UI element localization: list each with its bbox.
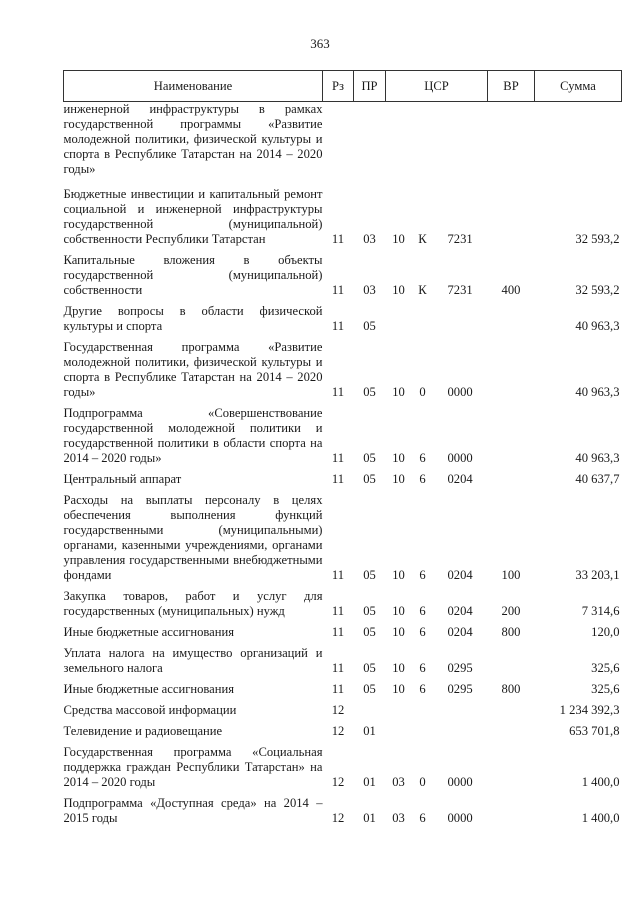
row-name bbox=[64, 724, 323, 745]
row-csr bbox=[386, 472, 488, 493]
row-csr-part-4: 0204 bbox=[447, 472, 473, 486]
row-rz: 11 bbox=[331, 385, 345, 399]
row-pr: 05 bbox=[363, 604, 376, 618]
row-sum: 40 963,3 bbox=[575, 319, 620, 333]
row-pr: 05 bbox=[363, 661, 376, 675]
row-sum: 32 593,2 bbox=[575, 283, 620, 297]
row-sum: 1 400,0 bbox=[581, 811, 620, 825]
row-sum: 325,6 bbox=[591, 661, 620, 675]
row-rz: 12 bbox=[331, 724, 345, 738]
row-csr-part-1: 10 bbox=[392, 472, 405, 486]
row-csr-part-2: 0 bbox=[419, 775, 426, 789]
row-sum: 40 963,3 bbox=[575, 451, 620, 465]
row-pr: 05 bbox=[363, 625, 376, 639]
row-csr-part-4: 0204 bbox=[447, 604, 473, 618]
row-pr: 05 bbox=[363, 451, 376, 465]
row-name-text: Центральный аппарат bbox=[63, 472, 182, 486]
row-csr bbox=[386, 682, 488, 703]
row-csr-part-4: 7231 bbox=[447, 232, 473, 246]
table-row bbox=[64, 406, 622, 472]
row-sum: 7 314,6 bbox=[581, 604, 620, 618]
row-sum: 1 400,0 bbox=[581, 775, 620, 789]
row-name-text: Подпрограмма «Доступная среда» на 2014 – 2015 годы bbox=[63, 796, 323, 825]
row-sum bbox=[535, 102, 622, 188]
row-rz: 11 bbox=[331, 568, 345, 582]
row-csr bbox=[386, 703, 488, 724]
header-vr: ВР bbox=[488, 71, 535, 102]
row-vr: 400 bbox=[501, 283, 521, 297]
row-vr: 800 bbox=[501, 625, 521, 639]
row-name bbox=[64, 589, 323, 625]
table-row bbox=[64, 646, 622, 682]
header-rz: Рз bbox=[323, 71, 354, 102]
row-csr-part-4: 0000 bbox=[447, 385, 473, 399]
row-csr-part-2: 6 bbox=[419, 682, 426, 696]
table-row bbox=[64, 253, 622, 304]
row-name-text: Капитальные вложения в объекты государственной (муниципальной) собственности bbox=[63, 253, 323, 297]
row-rz: 11 bbox=[331, 625, 345, 639]
row-vr: 800 bbox=[501, 682, 521, 696]
row-rz: 11 bbox=[331, 451, 345, 465]
row-csr-part-1: 10 bbox=[392, 232, 405, 246]
row-csr bbox=[386, 724, 488, 745]
row-csr-part-2: 6 bbox=[419, 604, 426, 618]
table-row bbox=[64, 703, 622, 724]
row-name-text: Уплата налога на имущество организаций и земельного налога bbox=[63, 646, 323, 675]
row-csr bbox=[386, 102, 488, 188]
row-pr bbox=[354, 703, 386, 724]
row-csr bbox=[386, 406, 488, 472]
row-csr bbox=[386, 187, 488, 253]
row-name bbox=[64, 406, 323, 472]
row-csr-part-4: 0000 bbox=[447, 451, 473, 465]
row-csr bbox=[386, 493, 488, 589]
row-name bbox=[64, 340, 323, 406]
row-vr bbox=[488, 406, 535, 472]
row-csr-part-2: 6 bbox=[419, 568, 426, 582]
row-csr-part-2: 0 bbox=[419, 385, 426, 399]
row-name bbox=[64, 253, 323, 304]
row-csr bbox=[386, 646, 488, 682]
table-row bbox=[64, 796, 622, 832]
row-rz: 11 bbox=[331, 283, 345, 297]
row-name bbox=[64, 745, 323, 796]
row-rz: 12 bbox=[331, 811, 345, 825]
row-pr: 01 bbox=[363, 811, 376, 825]
row-csr bbox=[386, 625, 488, 646]
page-number: 363 bbox=[310, 36, 330, 51]
row-csr-part-1: 10 bbox=[392, 451, 405, 465]
row-name bbox=[64, 304, 323, 340]
row-sum: 1 234 392,3 bbox=[559, 703, 620, 717]
row-csr-part-1: 10 bbox=[392, 385, 405, 399]
row-rz: 11 bbox=[331, 661, 345, 675]
row-name-text: Государственная программа «Социальная поддержка граждан Республики Татарстан» на 2014 – 2020 годы bbox=[63, 745, 323, 789]
row-pr: 03 bbox=[363, 232, 376, 246]
row-csr bbox=[386, 253, 488, 304]
row-name bbox=[64, 646, 323, 682]
header-csr: ЦСР bbox=[386, 71, 488, 102]
row-vr bbox=[488, 796, 535, 832]
row-csr-part-1: 10 bbox=[392, 625, 405, 639]
row-rz: 12 bbox=[331, 703, 345, 717]
table-row bbox=[64, 187, 622, 253]
row-csr bbox=[386, 304, 488, 340]
row-csr-part-4: 0000 bbox=[447, 775, 473, 789]
table-row bbox=[64, 304, 622, 340]
row-vr bbox=[488, 187, 535, 253]
table-row bbox=[64, 472, 622, 493]
row-name bbox=[64, 796, 323, 832]
table-row bbox=[64, 625, 622, 646]
row-vr: 100 bbox=[501, 568, 521, 582]
row-name bbox=[64, 472, 323, 493]
row-csr-part-4: 0295 bbox=[447, 661, 473, 675]
row-csr-part-1: 10 bbox=[392, 682, 405, 696]
row-name-text: Закупка товаров, работ и услуг для государственных (муниципальных) нужд bbox=[63, 589, 323, 618]
table-header-row bbox=[64, 71, 622, 102]
row-csr-part-1: 10 bbox=[392, 661, 405, 675]
row-csr-part-4: 0000 bbox=[447, 811, 473, 825]
row-name-text: Другие вопросы в области физической культуры и спорта bbox=[63, 304, 323, 333]
table-row bbox=[64, 682, 622, 703]
row-csr-part-1: 03 bbox=[392, 811, 405, 825]
row-name-text: Иные бюджетные ассигнования bbox=[63, 682, 235, 696]
header-name: Наименование bbox=[64, 71, 323, 102]
row-pr: 03 bbox=[363, 283, 376, 297]
row-csr bbox=[386, 745, 488, 796]
row-sum: 40 637,7 bbox=[575, 472, 620, 486]
row-pr: 01 bbox=[363, 775, 376, 789]
row-csr-part-1: 10 bbox=[392, 604, 405, 618]
table-row bbox=[64, 493, 622, 589]
row-pr: 01 bbox=[363, 724, 376, 738]
row-name bbox=[64, 682, 323, 703]
row-name-text: Телевидение и радиовещание bbox=[63, 724, 223, 738]
row-csr-part-4: 0295 bbox=[447, 682, 473, 696]
table-row bbox=[64, 745, 622, 796]
row-pr: 05 bbox=[363, 472, 376, 486]
row-rz: 11 bbox=[331, 682, 345, 696]
row-csr bbox=[386, 340, 488, 406]
row-vr bbox=[488, 304, 535, 340]
row-rz: 12 bbox=[331, 775, 345, 789]
budget-table bbox=[63, 70, 622, 832]
row-csr-part-4: 7231 bbox=[447, 283, 473, 297]
table-row bbox=[64, 724, 622, 745]
row-csr-part-2: 6 bbox=[419, 625, 426, 639]
row-csr-part-2: К bbox=[418, 232, 427, 246]
row-name-text: Подпрограмма «Совершенствование государственной молодежной политики и государственной политики в области спорта на 2014 – 2020 годы» bbox=[63, 406, 323, 465]
row-vr bbox=[488, 102, 535, 188]
row-pr: 05 bbox=[363, 682, 376, 696]
row-name-text: Расходы на выплаты персоналу в целях обеспечения выполнения функций государственными (муниципальными) органами, казенными учреждениями, органами управления государственными внебюджетными фондами bbox=[63, 493, 323, 582]
row-rz: 11 bbox=[331, 319, 345, 333]
row-csr-part-4: 0204 bbox=[447, 568, 473, 582]
row-name bbox=[64, 102, 323, 188]
row-vr bbox=[488, 703, 535, 724]
row-vr bbox=[488, 472, 535, 493]
row-csr-part-2: 6 bbox=[419, 472, 426, 486]
header-pr: ПР bbox=[354, 71, 386, 102]
row-sum: 120,0 bbox=[591, 625, 620, 639]
row-name-text: Государственная программа «Развитие молодежной политики, физической культуры и спорта в Республике Татарстан на 2014 – 2020 годы» bbox=[63, 340, 323, 399]
row-csr-part-4: 0204 bbox=[447, 625, 473, 639]
row-sum: 32 593,2 bbox=[575, 232, 620, 246]
row-sum: 40 963,3 bbox=[575, 385, 620, 399]
row-vr: 200 bbox=[501, 604, 521, 618]
row-rz: 11 bbox=[331, 232, 345, 246]
row-pr: 05 bbox=[363, 568, 376, 582]
header-sum: Сумма bbox=[535, 71, 622, 102]
row-sum: 33 203,1 bbox=[575, 568, 620, 582]
row-rz: 11 bbox=[331, 604, 345, 618]
row-rz: 11 bbox=[331, 472, 345, 486]
row-name bbox=[64, 703, 323, 724]
row-csr bbox=[386, 796, 488, 832]
row-name-text: Средства массовой информации bbox=[63, 703, 237, 717]
table-row bbox=[64, 589, 622, 625]
row-name-text: Иные бюджетные ассигнования bbox=[63, 625, 235, 639]
row-name bbox=[64, 625, 323, 646]
row-name-text: Бюджетные инвестиции и капитальный ремонт социальной и инженерной инфраструктуры государственной (муниципальной) собственности Республики Татарстан bbox=[63, 187, 323, 246]
row-name bbox=[64, 493, 323, 589]
row-name-text: инженерной инфраструктуры в рамках государственной программы «Развитие молодежной политики, физической культуры и спорта в Республике Татарстан на 2014 – 2020 годы» bbox=[63, 102, 323, 176]
row-vr bbox=[488, 646, 535, 682]
row-vr bbox=[488, 340, 535, 406]
row-sum: 653 701,8 bbox=[569, 724, 620, 738]
row-csr-part-2: 6 bbox=[419, 451, 426, 465]
row-rz bbox=[323, 102, 354, 188]
row-csr-part-1: 03 bbox=[392, 775, 405, 789]
row-name bbox=[64, 187, 323, 253]
row-vr bbox=[488, 724, 535, 745]
row-csr-part-2: К bbox=[418, 283, 427, 297]
row-csr-part-1: 10 bbox=[392, 568, 405, 582]
table-row bbox=[64, 340, 622, 406]
row-csr-part-2: 6 bbox=[419, 661, 426, 675]
row-sum: 325,6 bbox=[591, 682, 620, 696]
row-csr bbox=[386, 589, 488, 625]
row-csr-part-1: 10 bbox=[392, 283, 405, 297]
row-pr: 05 bbox=[363, 319, 376, 333]
row-vr bbox=[488, 745, 535, 796]
row-pr bbox=[354, 102, 386, 188]
row-pr: 05 bbox=[363, 385, 376, 399]
row-csr-part-2: 6 bbox=[419, 811, 426, 825]
table-row bbox=[64, 102, 622, 188]
